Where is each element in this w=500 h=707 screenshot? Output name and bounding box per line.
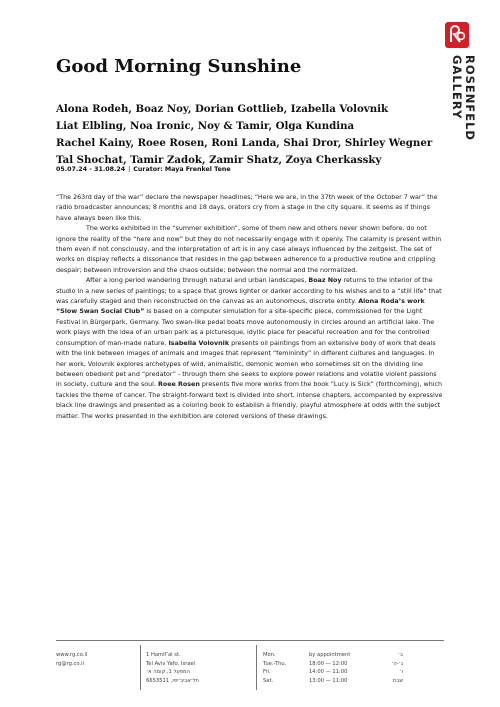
curator: Curator: Maya Frenkel Tene: [133, 166, 231, 173]
text-span: presents oil paintings from an extensive body of work that deals with the link between images of animals and images that represent “femininity” in different cultures and languages. In her work, Volovnik explores archetypes of wild, animalistic, demonic women who sometimes sit on the dividing line between obedient pet and “predator” - through them she seeks to explore power relations and volatile violent passions in society, culture and the soul.: [56, 339, 437, 389]
paragraph: [56, 276, 444, 422]
hours-time: 14:00 — 11:00: [309, 669, 348, 676]
hours-row: [263, 651, 403, 660]
footer-address: [146, 651, 199, 685]
text-span: After a long period wandering through natural and urban landscapes,: [86, 277, 309, 285]
address-line-hebrew: המפעל 1, קומה א׳: [146, 669, 190, 676]
artist-name-bold: Alona Roda’s work “Slow Swan Social Club”: [56, 298, 425, 316]
email-link[interactable]: rg@rg.co.il: [56, 660, 84, 667]
artist-line: Tal Shochat, Tamir Zadok, Zamir Shatz, Zoya Cherkassky: [56, 154, 382, 166]
hours-time: by appointment: [309, 652, 351, 658]
hours-day-hebrew: ו׳: [399, 669, 403, 676]
website-link[interactable]: www.rg.co.il: [56, 652, 88, 658]
info-separator: |: [128, 166, 131, 173]
exhibition-info: [56, 166, 231, 173]
paragraph: “The 263rd day of the war” declare the newspaper headlines; “Here we are, in the 37th week of the October 7 war” the radio broadcaster announces; 8 months and 18 days, orators cry from a stage in the city square. It seems as if things have always been like this.: [56, 194, 438, 222]
gallery-name: [450, 55, 476, 141]
hours-day-hebrew: שבת: [392, 677, 403, 684]
hours-day: Fri.: [263, 669, 271, 676]
gallery-name-line1: ROSENFELD: [463, 55, 477, 141]
artist-line: Alona Rodeh, Boaz Noy, Dorian Gottlieb, Izabella Volovnik: [56, 103, 389, 115]
artist-line: Rachel Kainy, Roee Rosen, Roni Landa, Shai Dror, Shirley Wegner: [56, 137, 433, 149]
artist-name-bold: Boaz Noy: [308, 277, 342, 285]
text-span: is based on a computer simulation for a site-specific piece, commissioned for the Light Festival in Bürgerpark, Germany. Two swan-like pedal boats move autonomously in circles around an artificial lake. The work plays with the idea of an urban park as a picturesque, idyllic place for peaceful recreation and for the controlled consumption of man-made nature.: [56, 308, 435, 347]
rg-logo-icon: [445, 22, 469, 48]
address-line-hebrew: תל־אביב־יפו, 6653511: [146, 677, 199, 684]
address-line: 1 Hamif’al st.: [146, 652, 181, 658]
hours-day-hebrew: ג׳-ה׳: [391, 660, 403, 667]
artist-line: Liat Elbling, Noa Ironic, Noy & Tamir, Olga Kundina: [56, 120, 355, 132]
artist-name-bold: Roee Rosen: [157, 381, 200, 389]
footer-separator: [256, 645, 257, 690]
footer-divider: [56, 640, 444, 641]
opening-hours: [263, 651, 403, 685]
text-span: returns to the interior of the studio in a new series of paintings; to a space that grows lighter or darker according to his wishes and to a “still life” that was carefully staged and then reconstructed on the canvas as an autonomous, discrete entity.: [56, 277, 442, 306]
footer-separator: [140, 645, 141, 690]
hours-time: 18:00 — 12:00: [309, 660, 348, 667]
hours-row: [263, 660, 403, 669]
hours-day: Tue.-Thu.: [263, 660, 287, 667]
footer-contact: [56, 651, 87, 668]
artist-list: [56, 101, 436, 169]
address-line: Tel Aviv Yafo, Israel: [146, 660, 196, 667]
press-text: [56, 193, 444, 422]
page-title: Good Morning Sunshine: [56, 56, 302, 77]
paragraph: The works exhibited in the “summer exhibition”, some of them new and others never shown before, do not ignore the reality of the “here and now” but they do not necessarily engage with it openly. The calamity is present within them even if not consciously, and the interpretation of art is in any case always influenced by the zeitgeist. The set of works on display reflects a dissonance that resides in the gap between adherence to a productive routine and crippling despair; between introversion and the chaos outside; between the normal and the normalized.: [56, 225, 442, 274]
gallery-name-line2: GALLERY: [450, 55, 464, 120]
hours-row: [263, 677, 403, 686]
hours-time: 13:00 — 11:00: [309, 677, 348, 684]
hours-day: Sat.: [263, 677, 274, 684]
hours-day-hebrew: ב׳: [397, 652, 403, 658]
hours-row: [263, 668, 403, 677]
text-span: presents five more works from the book “Lucy is Sick” (forthcoming), which tackles the theme of cancer. The straight-forward text is divided into short, intense chapters, accompanied by expressive black line drawings and presented as a coloring book to establish a friendly, playful atmosphere at odds with the subject matter. The works presented in the exhibition are colored versions of these drawings.: [56, 381, 443, 420]
hours-day: Mon.: [263, 652, 276, 658]
exhibition-dates: 05.07.24 - 31.08.24: [56, 166, 126, 173]
artist-name-bold: Isabella Volovnik: [168, 339, 230, 347]
